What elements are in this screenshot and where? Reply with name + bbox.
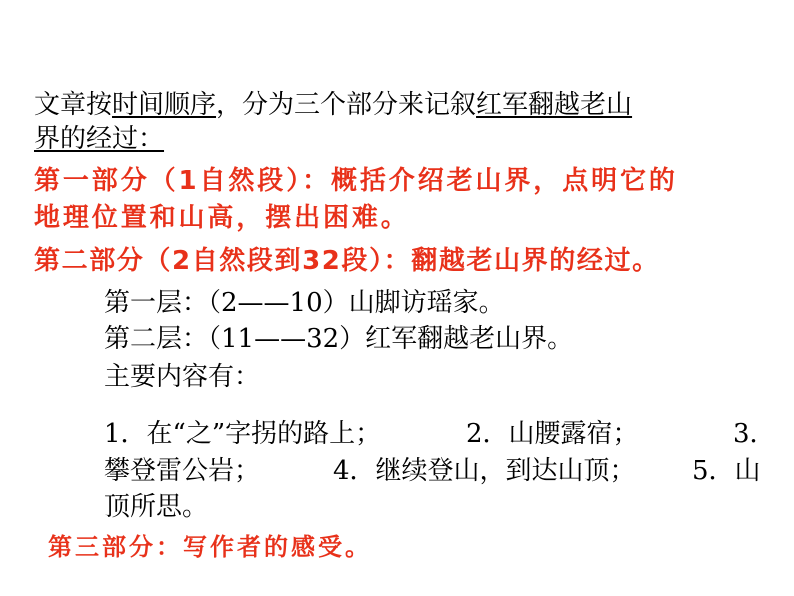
part2-title: 第二部分（2自然段到32段）：翻越老山界的经过。 xyxy=(34,246,660,276)
content-line-1b xyxy=(466,413,639,450)
part2-layer-2: 第二层：（11——32）红军翻越老山界。 xyxy=(104,324,574,354)
content-item: 2．山腰露宿； xyxy=(466,419,639,449)
intro-text: ： xyxy=(138,124,165,154)
intro-text: ，分为三个部分来记叙 xyxy=(216,90,477,120)
content-line-1 xyxy=(104,413,381,450)
intro-underlined-text: 界的经过 xyxy=(34,124,139,154)
part2-layer-1: 第一层：（2——10）山脚访瑶家。 xyxy=(104,288,505,318)
main-content-label: 主要内容有： xyxy=(104,362,261,392)
content-line-2 xyxy=(104,450,260,487)
content-item: 4．继续登山，到达山顶； xyxy=(333,456,636,486)
part1-line-2: 地理位置和山高，摆出困难。 xyxy=(34,203,410,233)
intro-line-1 xyxy=(34,84,632,121)
intro-text: 文章按 xyxy=(34,90,113,120)
intro-underlined-text: 红军翻越老山 xyxy=(476,90,633,120)
content-item: 5．山 xyxy=(692,456,761,486)
intro-underlined-text: 时间顺序 xyxy=(112,90,217,120)
part3-line: 第三部分：写作者的感受。 xyxy=(48,533,372,561)
content-item: 1．在“之”字拐的路上； xyxy=(104,419,382,449)
content-line-2b xyxy=(333,450,636,487)
content-item: 3． xyxy=(733,419,776,449)
intro-line-2 xyxy=(34,118,164,155)
content-line-1c xyxy=(733,413,776,450)
part1-line-1: 第一部分（1自然段）：概括介绍老山界，点明它的 xyxy=(34,166,678,196)
content-line-2c xyxy=(692,450,761,487)
content-item: 顶所思。 xyxy=(104,492,209,522)
content-line-3 xyxy=(104,486,208,523)
content-item: 攀登雷公岩； xyxy=(104,456,261,486)
